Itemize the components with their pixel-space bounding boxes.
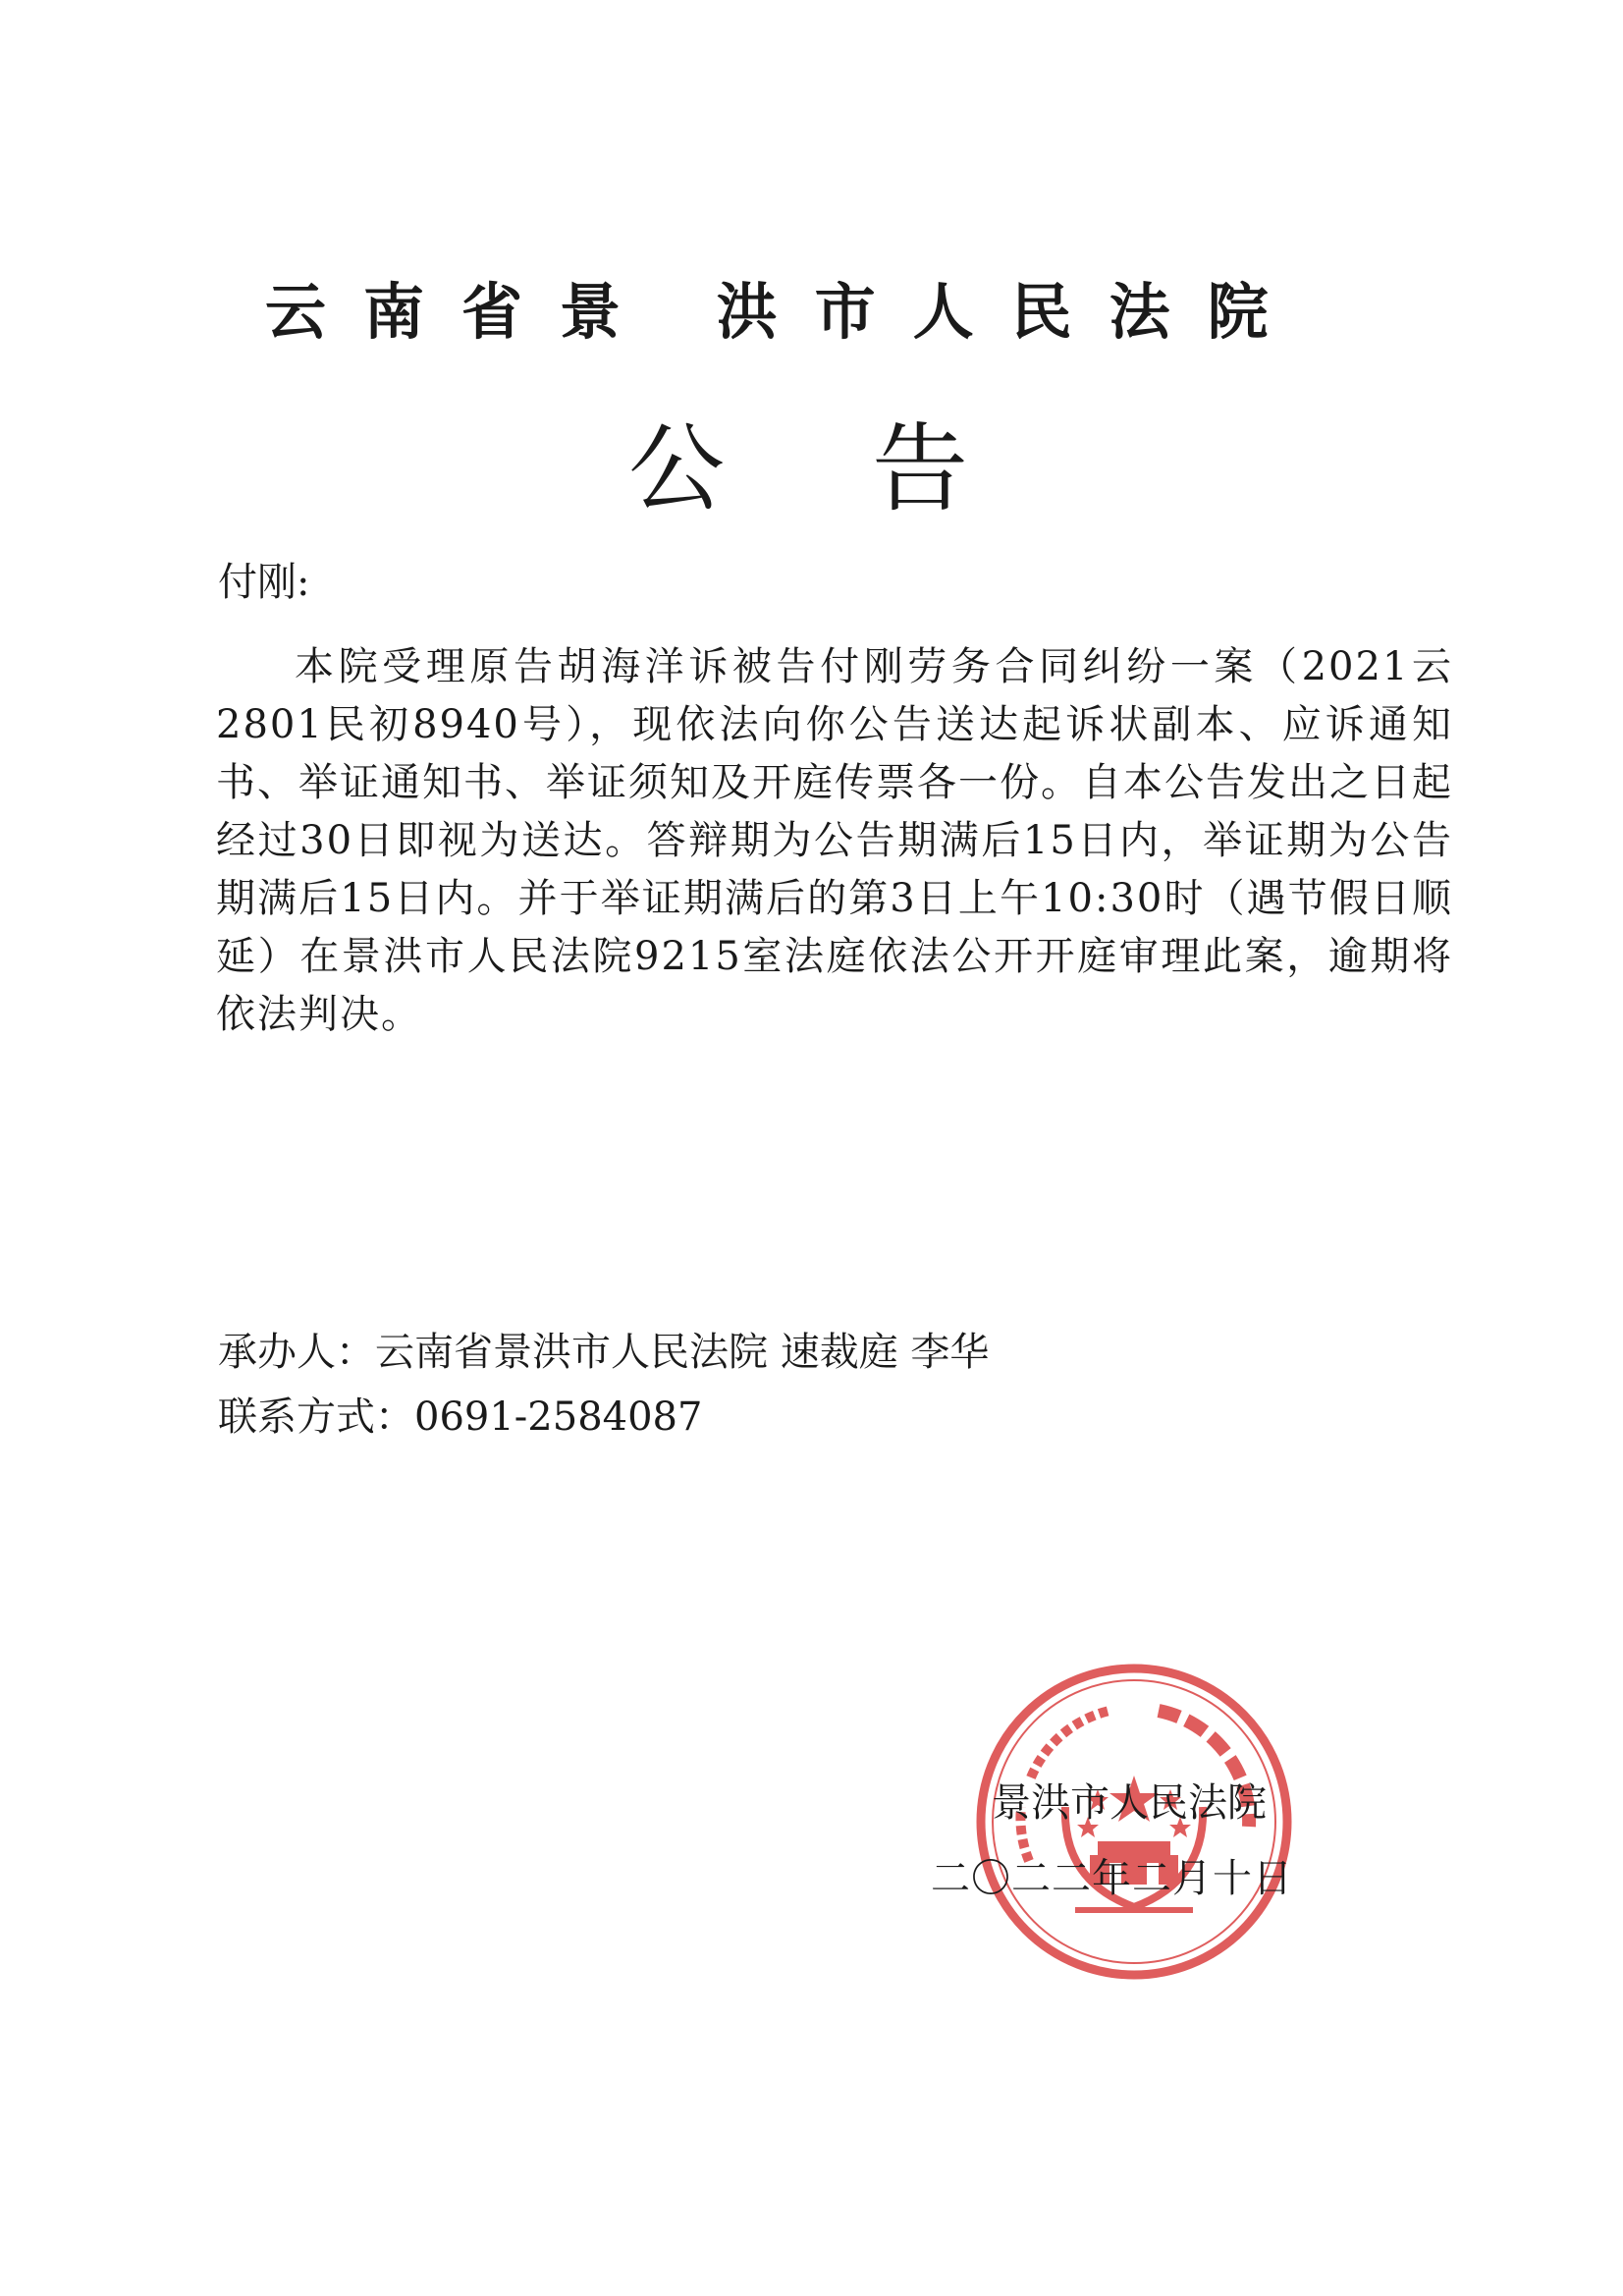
handler-line: 承办人：云南省景洪市人民法院 速裁庭 李华: [218, 1330, 990, 1375]
contact-block: [218, 1320, 989, 1449]
addressee: 付刚:: [218, 560, 310, 605]
signing-court: 景洪市人民法院: [992, 1780, 1267, 1826]
signing-date: 二〇二二年二月十日: [931, 1856, 1293, 1901]
document-title: 公告: [628, 413, 1116, 525]
phone-line: 联系方式：0691-2584087: [218, 1394, 703, 1440]
notice-body: 本院受理原告胡海洋诉被告付刚劳务合同纠纷一案（2021云2801民初8940号），现依法向你公告送达起诉状副本、应诉通知书、举证通知书、举证须知及开庭传票各一份。自本公告发出之日起经过30日即视为送达。答辩期为公告期满后15日内，举证期为公告期满后15日内。并于举证期满后的第3日上午10:30时（遇节假日顺延）在景洪市人民法院9215室法庭依法公开开庭审理此案，逾期将依法判决。: [216, 644, 1453, 1037]
court-title: 云南省景 洪市人民法院: [265, 276, 1306, 348]
